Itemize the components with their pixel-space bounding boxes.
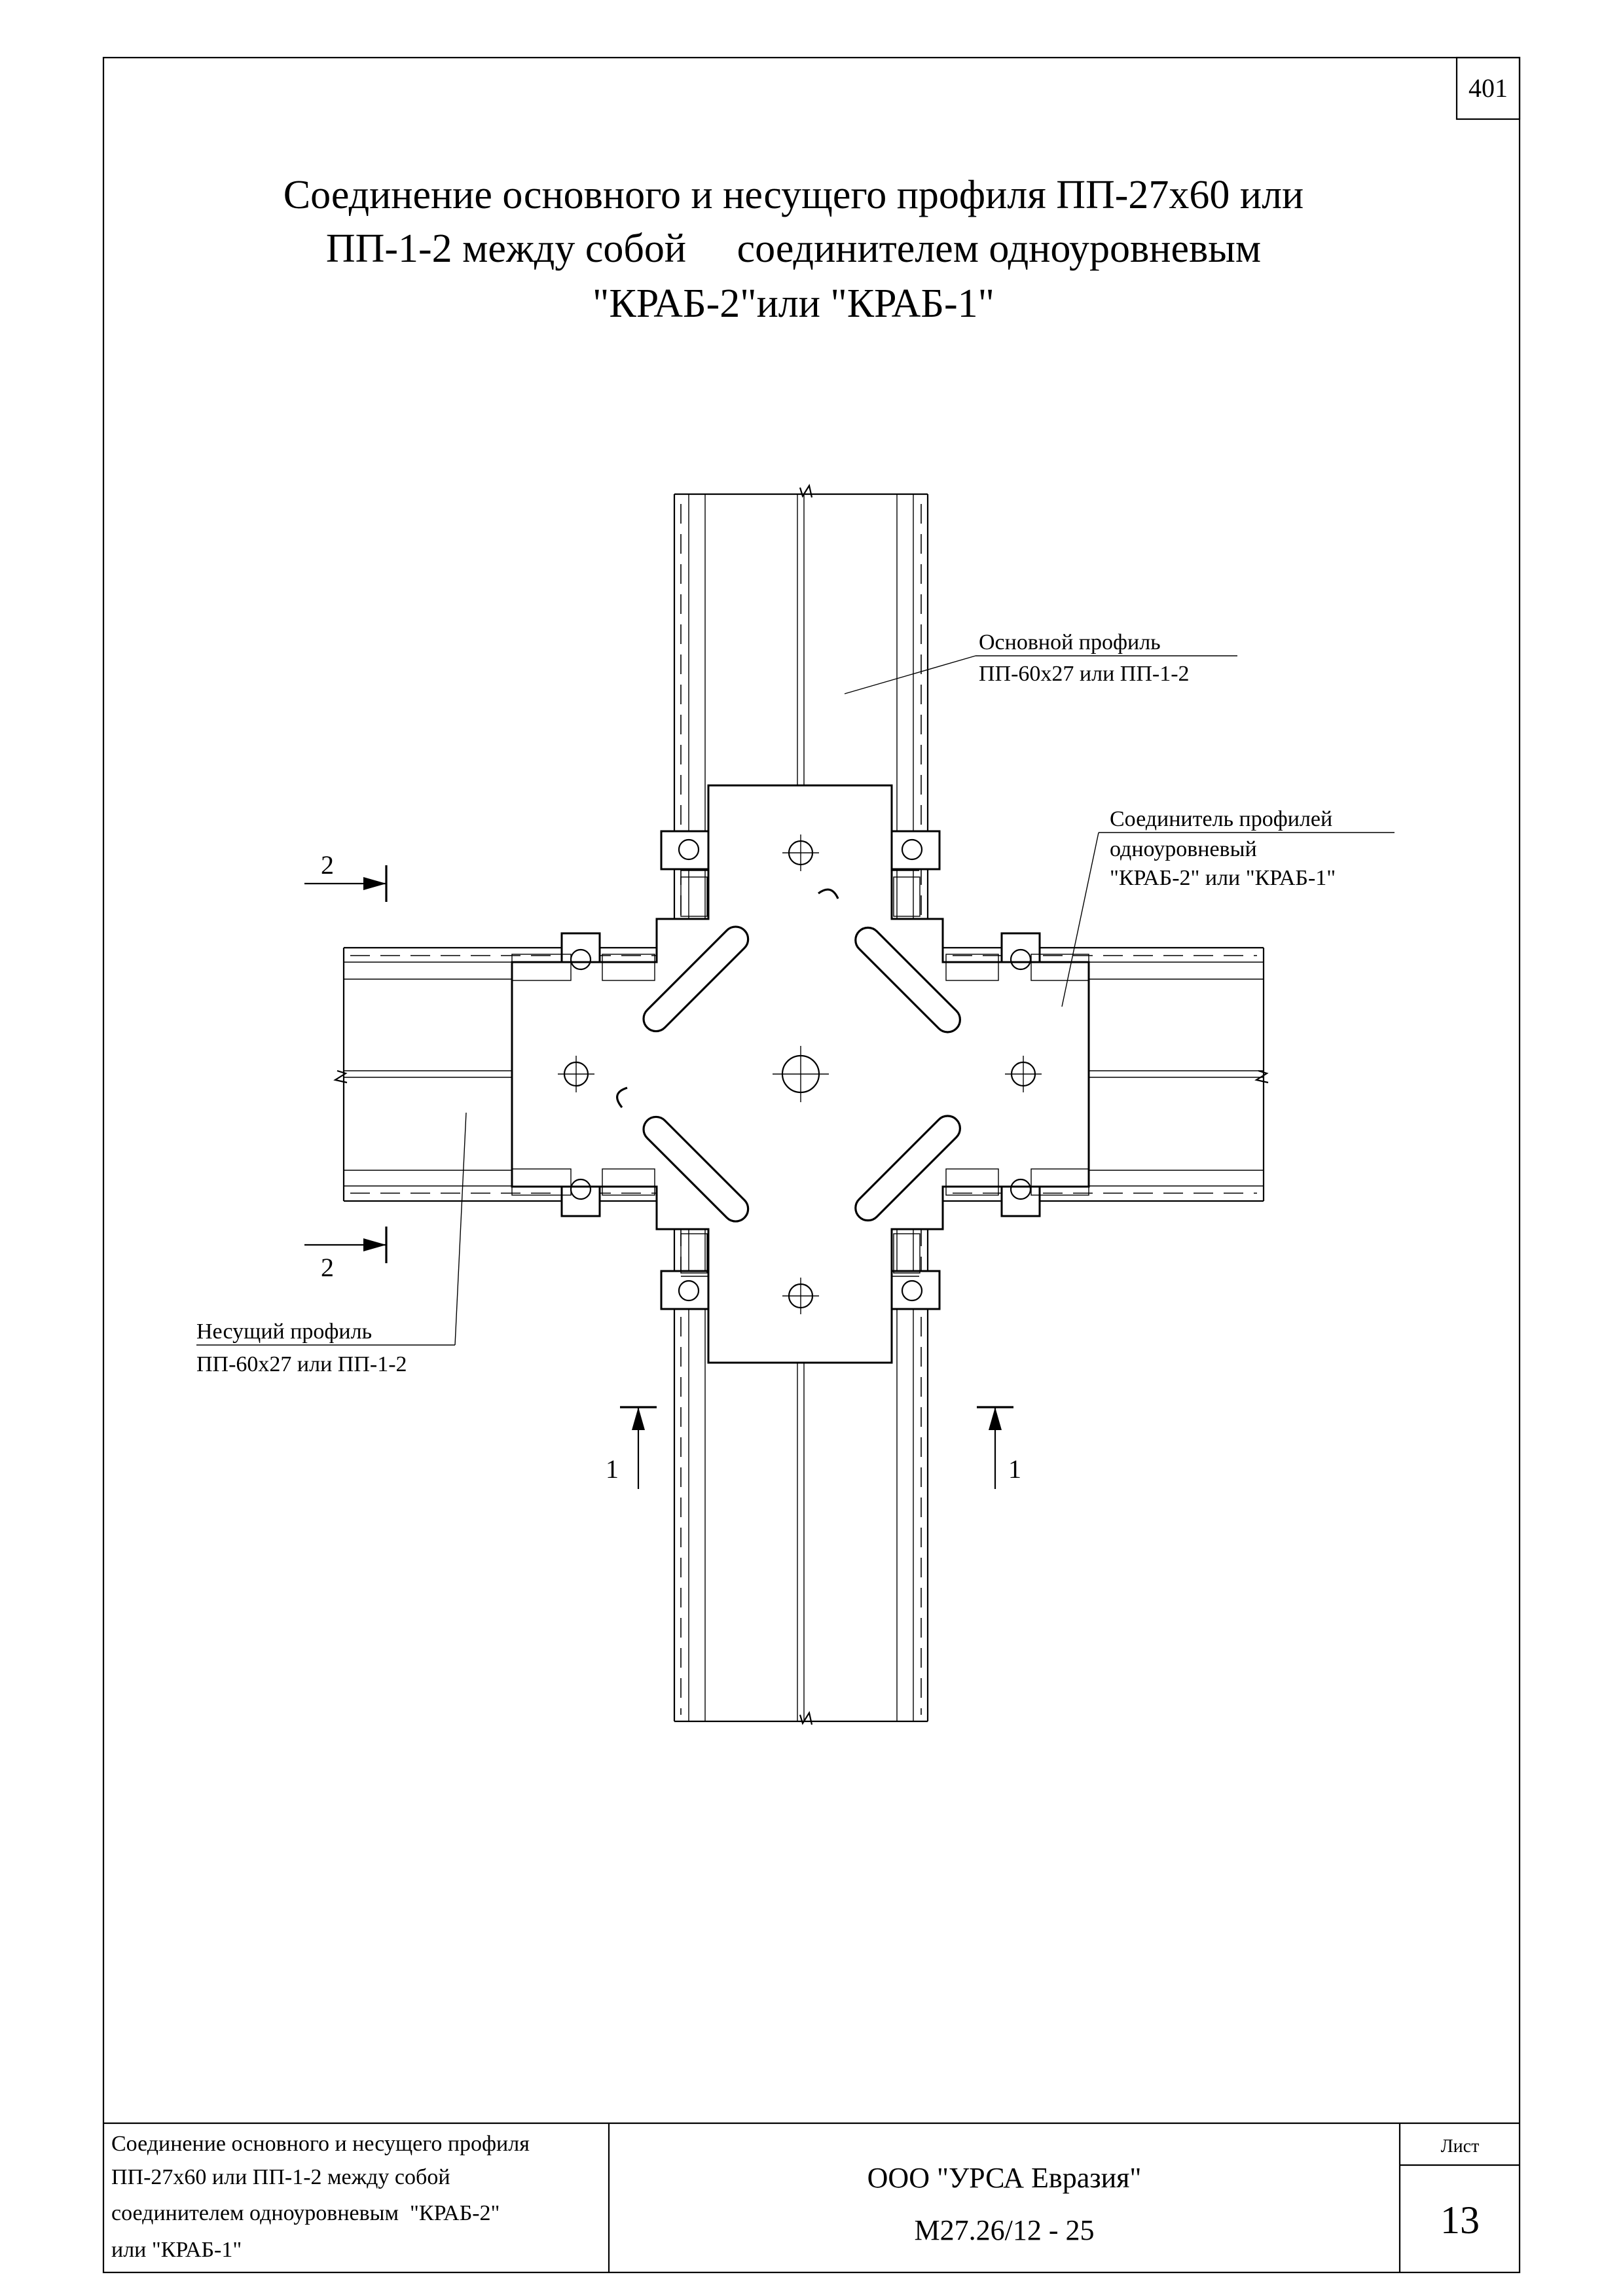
main-profile-label-2: ПП-60х27 или ПП-1-2 bbox=[979, 662, 1190, 686]
drawing-title bbox=[283, 173, 1304, 326]
section-mark-1-right bbox=[977, 1407, 1021, 1489]
tb-description-3: соединителем одноуровневым "КРАБ-2" bbox=[111, 2201, 500, 2225]
tb-description-4: или "КРАБ-1" bbox=[111, 2238, 242, 2262]
svg-text:1: 1 bbox=[606, 1454, 619, 1484]
section-mark-2-bottom bbox=[304, 1227, 386, 1282]
label-main-profile bbox=[845, 630, 1237, 694]
tb-sheet-number: 13 bbox=[1440, 2198, 1480, 2242]
svg-text:2: 2 bbox=[321, 850, 334, 880]
tb-code: М27.26/12 - 25 bbox=[914, 2214, 1095, 2246]
tb-company: ООО "УРСА Евразия" bbox=[867, 2162, 1142, 2194]
tb-description-1: Соединение основного и несущего профиля bbox=[111, 2132, 530, 2156]
connector-label-3: "КРАБ-2" или "КРАБ-1" bbox=[1110, 866, 1336, 890]
carrier-profile-label-1: Несущий профиль bbox=[196, 1319, 373, 1344]
connector-plate-krab bbox=[512, 785, 1089, 1363]
title-line-2: ПП-1-2 между собой соединителем одноуровневым bbox=[325, 226, 1262, 271]
svg-text:1: 1 bbox=[1008, 1454, 1021, 1484]
connector-label-1: Соединитель профилей bbox=[1110, 807, 1333, 831]
section-mark-1-left bbox=[606, 1407, 657, 1489]
title-line-3: "КРАБ-2"или "КРАБ-1" bbox=[593, 281, 994, 326]
top-sheet-number: 401 bbox=[1468, 73, 1508, 103]
carrier-profile-label-2: ПП-60х27 или ПП-1-2 bbox=[196, 1352, 407, 1376]
title-line-1: Соединение основного и несущего профиля ПП-27х60 или bbox=[283, 173, 1304, 217]
title-block bbox=[103, 2123, 1520, 2272]
tb-sheet-label: Лист bbox=[1440, 2136, 1480, 2157]
connector-label-2: одноуровневый bbox=[1110, 837, 1257, 861]
tb-description-2: ПП-27х60 или ПП-1-2 между собой bbox=[111, 2165, 450, 2189]
svg-text:2: 2 bbox=[321, 1253, 334, 1282]
section-mark-2-top bbox=[304, 850, 386, 902]
main-profile-label-1: Основной профиль bbox=[979, 630, 1161, 655]
label-connector bbox=[1062, 807, 1395, 1007]
